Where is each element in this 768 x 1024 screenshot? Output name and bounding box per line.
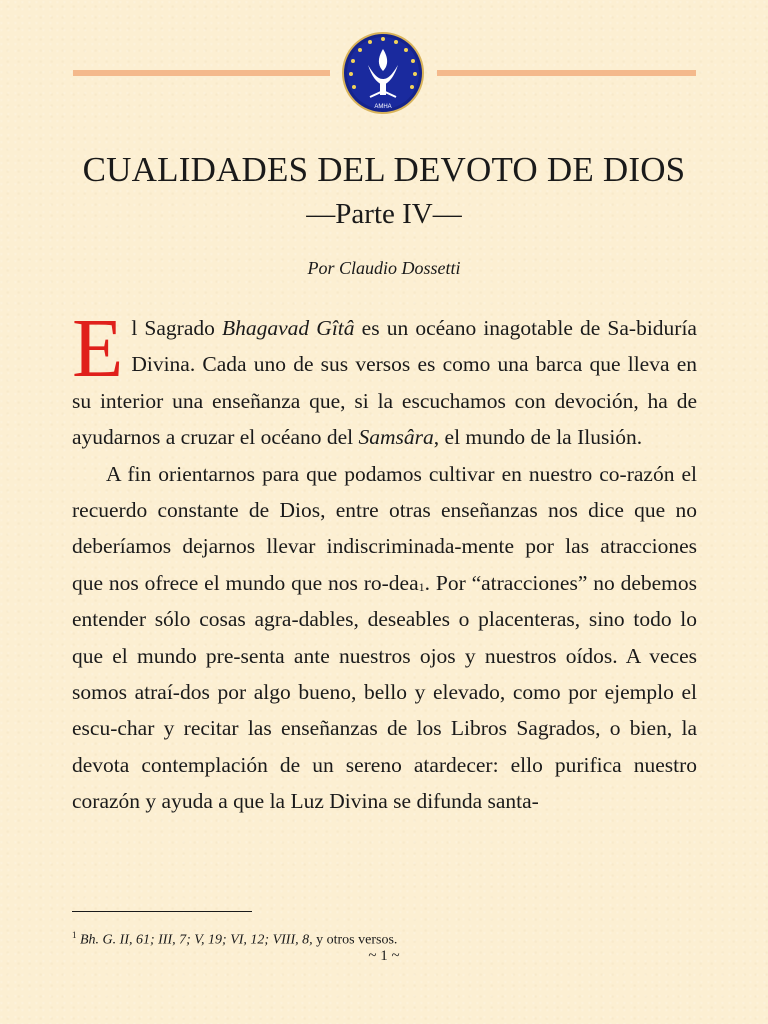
paragraph-1 <box>72 302 697 456</box>
document-title: CUALIDADES DEL DEVOTO DE DIOS <box>82 150 686 189</box>
footnote-rest-text: y otros versos. <box>312 932 398 948</box>
paragraph-2 <box>72 456 697 820</box>
header-rule-right <box>437 70 696 76</box>
paragraph-2-text-a: A fin orientarnos para que podamos cultivar en nuestro co-razón el recuerdo constante de Dios, entre otras enseñanzas nos dice que no deberíamos dejarnos llevar indiscriminada-mente por las atracciones que nos ofrece el mundo que nos ro-dea <box>72 461 697 595</box>
paragraph-1-text-a: l Sagrado <box>131 316 222 340</box>
page-number: ~ 1 ~ <box>368 948 400 964</box>
paragraph-1-text-c: , el mundo de la Ilusión. <box>433 425 643 450</box>
drop-cap: E <box>72 302 124 395</box>
paragraph-1-italic-b: Samsâra <box>358 425 434 450</box>
footnote-mark: 1 <box>72 930 77 940</box>
header-rule-left <box>73 70 330 76</box>
footnote-reference-text: Bh. G. II, 61; III, 7; V, 19; VI, 12; VIII, 8, <box>80 932 313 948</box>
paragraph-1-text-b: es un océano inagotable de Sa-biduría Divina. Cada uno de sus versos es como una barca que lleva en su interior una enseñanza que, si la escuchamos con devoción, ha de ayudarnos a cruzar el océano del <box>72 316 697 450</box>
logo-text: AMHA <box>374 104 392 110</box>
paragraph-2-text-b: . Por “atracciones” no debemos entender sólo cosas agra-dables, deseables o placenteras, sino todo lo que el mundo pre-senta ante nuestros ojos y nuestros oídos. A veces somos atraí-dos por algo bueno, bello y elevado, como por ejemplo el escu-char y recitar las enseñanzas de los Libros Sagrados, o bien, la devota contemplación de un sereno atardecer: ello purifica nuestro corazón y ayuda a que la Luz Divina se difunda santa- <box>72 570 697 814</box>
footnote-divider <box>72 911 252 912</box>
footnote-reference[interactable]: 1 <box>418 579 425 594</box>
paragraph-1-italic-a: Bhagavad Gîtâ <box>222 316 355 340</box>
author-byline: Por Claudio Dossetti <box>307 258 461 278</box>
document-subtitle: —Parte IV— <box>306 198 462 230</box>
article-body <box>72 302 697 820</box>
amha-logo <box>342 31 424 115</box>
